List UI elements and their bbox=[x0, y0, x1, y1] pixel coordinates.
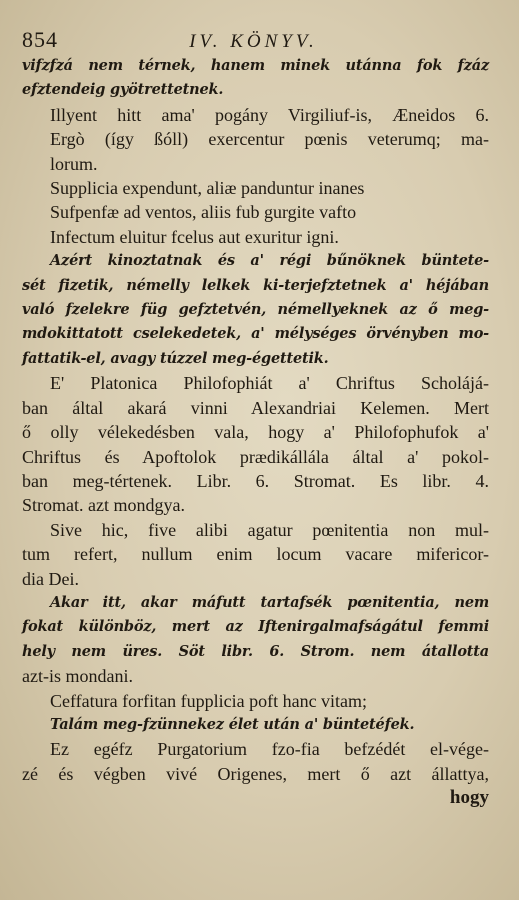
running-head: IV. KÖNYV. bbox=[189, 31, 318, 52]
text-line: Infectum eluitur fcelus aut exuritur igni. bbox=[50, 226, 339, 247]
text-line: fattatik-el, avagy túzzel meg-égettetik. bbox=[22, 349, 329, 367]
text-line: tum refert, nullum enim locum vacare mifericor- bbox=[22, 544, 489, 565]
text-line: Ceffatura forfitan fupplicia poft hanc vitam; bbox=[50, 690, 368, 711]
text-line: lorum. bbox=[50, 153, 98, 174]
text-line: dia Dei. bbox=[22, 568, 79, 589]
text-line: Sufpenfæ ad ventos, aliis fub gurgite vafto bbox=[50, 202, 357, 223]
text-line: Supplicia expendunt, aliæ panduntur inanes bbox=[50, 178, 365, 199]
text-line: E' Platonica Philofophiát a' Chriftus Scholájá- bbox=[50, 373, 489, 394]
text-line: hely nem üres. Söt libr. 6. Strom. nem átallotta bbox=[22, 642, 489, 660]
text-line: ban meg-tértenek. Libr. 6. Stromat. Es libr. 4. bbox=[22, 470, 489, 491]
text-line: Chriftus és Apoftolok prædikállála által a' pokol- bbox=[22, 446, 489, 467]
page-header bbox=[22, 28, 489, 54]
text-line: vifzfzá nem térnek, hanem minek utánna fok fzáz bbox=[22, 57, 489, 74]
text-body bbox=[22, 54, 489, 786]
text-line: efztendeig gyötrettetnek. bbox=[22, 81, 224, 99]
text-line: Azért kinoztatnak és a' régi bűnöknek büntete- bbox=[50, 252, 489, 270]
text-line: sét fizetik, némelly lelkek ki-terjefztetnek a' héjában bbox=[22, 276, 489, 294]
text-line: Sive hic, five alibi agatur pœnitentia non mul- bbox=[50, 519, 489, 540]
text-line: azt-is mondani. bbox=[22, 666, 133, 687]
text-line: Illyent hitt ama' pogány Virgiliuf-is, Æneidos 6. bbox=[50, 104, 489, 125]
text-line: Talám meg-fzünnekez élet után a' büntetéfek. bbox=[50, 715, 415, 733]
text-line: való fzelekre füg gefztetvén, némellyeknek az ő meg- bbox=[22, 301, 489, 319]
text-line: ban által akará vinni Alexandriai Kelemen. Mert bbox=[22, 397, 489, 418]
text-line: ő olly vélekedésben vala, hogy a' Philofophufok a' bbox=[22, 422, 489, 443]
page-number: 854 bbox=[22, 27, 58, 52]
text-line: fokat különböz, mert az Iftenirgalmafságátul femmi bbox=[22, 618, 489, 636]
text-line: Akar itt, akar máfutt tartafsék pœnitentia, nem bbox=[50, 593, 489, 611]
text-line: Ergò (így ßóll) exercentur pœnis veterumq; ma- bbox=[50, 129, 489, 150]
text-line: Ez egéfz Purgatorium fzo-fia befzédét el-vége- bbox=[50, 739, 489, 760]
catchword: hogy bbox=[449, 787, 489, 809]
text-line: mdokittatott cselekedetek, a' mélységes örvényben mo- bbox=[22, 325, 489, 343]
text-line: zé és végben vivé Origenes, mert ő azt állattya, bbox=[22, 763, 489, 784]
text-line: Stromat. azt mondgya. bbox=[22, 495, 185, 516]
